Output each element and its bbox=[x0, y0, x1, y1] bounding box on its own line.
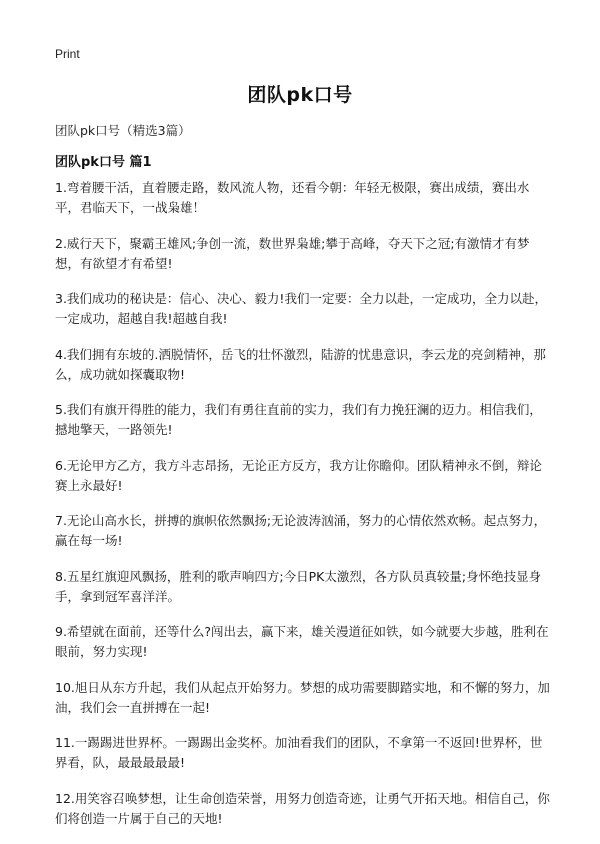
slogan-list bbox=[55, 178, 550, 844]
slogan-item: 7.无论山高水长，拼搏的旗帜依然飘扬;无论波涛汹涌，努力的心情依然欢畅。起点努力，赢在每一场! bbox=[55, 513, 547, 548]
slogan-item: 6.无论甲方乙方，我方斗志昂扬，无论正方反方，我方让你瞻仰。团队精神永不倒，辩论赛上永最好! bbox=[55, 457, 542, 493]
document-title: 团队pk口号 bbox=[247, 84, 353, 106]
slogan-item: 11.一踢踢进世界杯。一踢踢出金奖杯。加油看我们的团队，不拿第一不返回!世界杯，世界看，队，最最最最最! bbox=[55, 735, 543, 770]
slogan-item: 12.用笑容召唤梦想，让生命创造荣誉，用努力创造奇迹，让勇气开拓天地。相信自己，你们将创造一片属于自己的天地! bbox=[55, 790, 550, 826]
document-subtitle: 团队pk口号（精选3篇） bbox=[55, 123, 191, 138]
slogan-item: 3.我们成功的秘诀是：信心、决心、毅力!我们一定要：全力以赴，一定成功，全力以赴，一定成功，超越自我!超越自我! bbox=[55, 291, 547, 326]
section-heading: 团队pk口号 篇1 bbox=[55, 155, 152, 170]
slogan-item: 5.我们有旗开得胜的能力，我们有勇往直前的实力，我们有力挽狂澜的迈力。相信我们，撼地擎天，一路领先! bbox=[55, 402, 542, 437]
slogan-item: 10.旭日从东方升起，我们从起点开始努力。梦想的成功需要脚踏实地，和不懈的努力，加油，我们会一直拼搏在一起! bbox=[55, 679, 550, 715]
slogan-item: 1.弯着腰干活，直着腰走路，数风流人物，还看今朝：年轻无极限，赛出成绩，赛出水平，君临天下，一战枭雄！ bbox=[55, 180, 530, 215]
slogan-item: 2.威行天下，聚霸王雄风;争创一流，数世界枭雄;攀于高峰，夺天下之冠;有激情才有梦想，有欲望才有希望! bbox=[55, 235, 530, 271]
slogan-item: 4.我们拥有东坡的.洒脱情怀，岳飞的壮怀激烈，陆游的忧患意识，李云龙的亮剑精神，那么，成功就如探囊取物! bbox=[55, 346, 546, 382]
slogan-item: 9.希望就在面前，还等什么?闯出去，赢下来，雄关漫道征如铁，如今就要大步越，胜利在眼前，努力实现! bbox=[55, 624, 549, 659]
slogan-item: 8.五星红旗迎风飘扬，胜利的歌声响四方;今日PK太激烈，各方队员真较量;身怀绝技显身手，拿到冠军喜洋洋。 bbox=[55, 568, 542, 604]
print-label: Print bbox=[55, 47, 80, 61]
